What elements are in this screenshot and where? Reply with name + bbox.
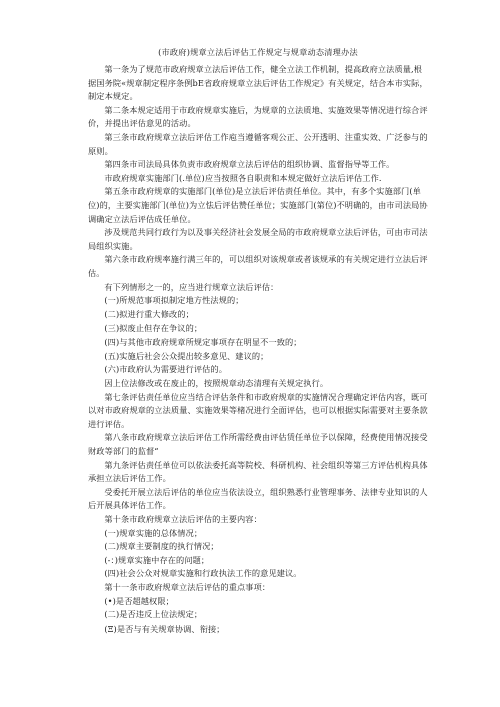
list-item: (六)市政府认为需要进行评估的。 [104, 364, 228, 375]
paragraph-article-3: 第三条市政府规章立法后评估工作庖当遵循客观公正、公开透明、注重实效、广泛参与的原则。 [88, 131, 428, 156]
paragraph-article-4: 第四条市司法局具体负责市政府规章立法后评估的组织协调、监督指导等工作。 [104, 159, 395, 170]
list-item: (一)所规范事项拟制定地方性法规的； [104, 295, 244, 306]
paragraph-article-6-sub: 有下列情形之一的，应当进行规章立法后评估： [104, 281, 279, 292]
paragraph-article-2: 第二条本规定适用于市政府规章实施后，为规章的立法质地、实施效果等情况进行综合评价，并提出评估意见的活动。 [88, 104, 428, 129]
paragraph-article-5: 第五条市政府规章的实施部门(单位)是立法后评估责任单位。其中，有多个实施部门(单位)的，主要实施部门(单位)为立怯后评估赞任单位；实施部门(第位)不明确的，由市司法局协调确定立法后评估成任单位。 [88, 186, 428, 224]
paragraph-article-4-sub: 市政府规章实施部门(.单位)应当按照各自职责和本规定做好立法后评估工作. [104, 172, 382, 183]
list-item: (二)拟进行重大修改的； [104, 308, 194, 319]
paragraph-repeal-note: 因上位法修改或在废止的，按照规章动态清理有关规定执行。 [104, 378, 329, 389]
list-item: (Ξ)是否与有关规章协调、衔接； [104, 623, 225, 634]
list-item: (-：)规章实施中存在的问题； [104, 554, 210, 565]
document-title: (市政府)规章立法后评估工作规定与规章动态清理办法 [158, 47, 358, 57]
list-item: (四)与其他市政府规章所规定事项存在明显不一致的； [104, 337, 302, 348]
list-item: (五)实施后社会公众提出较多意见、建议的； [104, 350, 269, 361]
paragraph-article-6: 第六条市政府规率施行满三年的，可以组织对该规章或者该规承的有关规定进行立法后评估。 [88, 254, 428, 278]
paragraph-article-5-sub: 涉及规范共同行政行为以及事关经济社会发展全局的市政府规章立法后评估，可由市司法局组织实施。 [88, 227, 428, 251]
paragraph-article-9: 第九条评估责任单位可以依法委托高等院校、科研机构、社会组织等第三方评估机构具体承担立法后评估工作。 [88, 459, 428, 484]
paragraph-article-1: 第一条为了规范市政府规章立法后评估工作，健全立法工作机制，提高政府立法质量,根据国务院«规章制定程序条例bE省政府规章立法后评估工作规定》有关规定，结合本市实际，制定本规定。 [88, 64, 428, 102]
paragraph-article-7: 第七条评估责任单位应当结合评估条件和市政府规章的实施情况合理确定评估内容，既可以对市政府规章的立法质量、实施效果等楮况进行全面评估，也可以根据实际需要对主要条款进行评估。 [88, 391, 428, 429]
list-item: (•)是否超越权限； [104, 595, 174, 606]
paragraph-article-9-sub: 受委托开展立法后评估的单位应当依法设立，组织熟悉行业管理事务、法律专业知识的人后开展具体评估工作。 [88, 486, 428, 511]
paragraph-article-11: 第十一条市政府规章立法后评估的重点事项： [104, 581, 271, 592]
list-item: (一)规章实施的总体情况； [104, 527, 203, 538]
paragraph-article-8: 第八条市政府规章立法后评估工作所需经费由评估赁任单位予以保障，经费使用情况接受财政等部门的监督“ [88, 432, 428, 457]
list-item: (四)社会公众对规章实施和行政执法工作的意见建议。 [104, 568, 302, 579]
paragraph-article-10: 第十条市政府规章立法后评估的主要内容： [104, 514, 262, 524]
list-item: (三)拟废止但存在争议的； [104, 323, 203, 334]
list-item: (二)是否违反上位法规定； [104, 609, 203, 620]
list-item: (二)规章主要制度的执行情况； [104, 541, 219, 552]
